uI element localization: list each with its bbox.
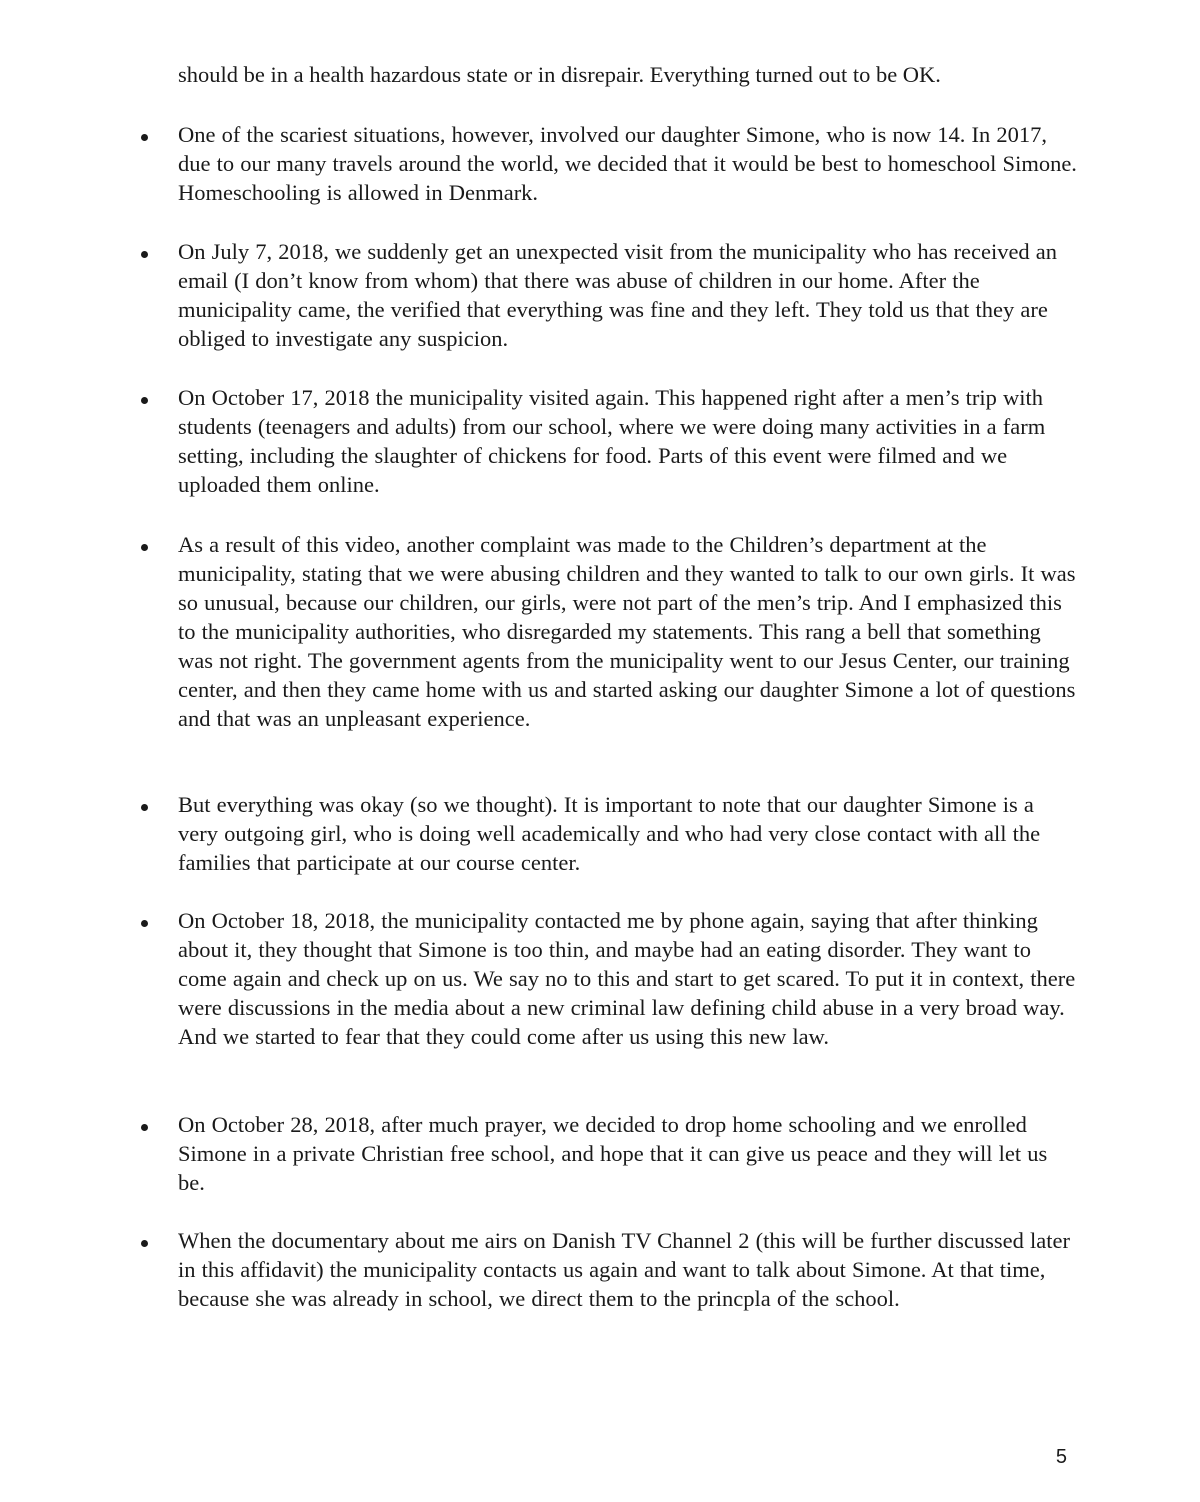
bullet-icon bbox=[141, 804, 148, 811]
bullet-text: On July 7, 2018, we suddenly get an unexpected visit from the municipality who has received an email (I don’t know from whom) that there was abuse of children in our home. After the municipality came, the verified that everything was fine and they left. They told us that they are obliged to investigate any suspicion. bbox=[178, 239, 1058, 351]
bullet-item-8 bbox=[178, 1226, 1078, 1313]
page-number: 5 bbox=[1055, 1446, 1067, 1468]
bullet-item-3 bbox=[178, 383, 1078, 499]
bullet-icon bbox=[141, 251, 148, 258]
bullet-icon bbox=[141, 397, 148, 404]
bullet-icon bbox=[141, 544, 148, 551]
bullet-item-1 bbox=[178, 120, 1078, 207]
bullet-item-5 bbox=[178, 790, 1078, 877]
bullet-icon bbox=[141, 134, 148, 141]
bullet-item-6 bbox=[178, 906, 1078, 1051]
bullet-text: On October 28, 2018, after much prayer, we decided to drop home schooling and we enrolled Simone in a private Christian free school, and hope that it can give us peace and they will let us be. bbox=[178, 1112, 1048, 1195]
bullet-icon bbox=[141, 1240, 148, 1247]
bullet-text: One of the scariest situations, however, involved our daughter Simone, who is now 14. In 2017, due to our many travels around the world, we decided that it would be best to homeschool Simone. Homeschooling is allowed in Denmark. bbox=[178, 122, 1077, 205]
continuation-paragraph: should be in a health hazardous state or in disrepair. Everything turned out to be OK. bbox=[178, 62, 941, 87]
bullet-text: As a result of this video, another complaint was made to the Children’s department at the municipality, stating that we were abusing children and they wanted to talk to our own girls. It was so unusual, because our children, our girls, were not part of the men’s trip. And I emphasized this to the municipality authorities, who disregarded my statements. This rang a bell that something was not right. The government agents from the municipality went to our Jesus Center, our training center, and then they came home with us and started asking our daughter Simone a lot of questions and that was an unpleasant experience. bbox=[178, 532, 1076, 731]
bullet-text: When the documentary about me airs on Danish TV Channel 2 (this will be further discussed later in this affidavit) the municipality contacts us again and want to talk about Simone. At that time, because she was already in school, we direct them to the princpla of the school. bbox=[178, 1228, 1070, 1311]
bullet-item-2 bbox=[178, 237, 1078, 353]
bullet-item-4 bbox=[178, 530, 1078, 733]
bullet-text: On October 18, 2018, the municipality contacted me by phone again, saying that after thinking about it, they thought that Simone is too thin, and maybe had an eating disorder. They want to come again and check up on us. We say no to this and start to get scared. To put it in context, there were discussions in the media about a new criminal law defining child abuse in a very broad way. And we started to fear that they could come after us using this new law. bbox=[178, 908, 1076, 1049]
bullet-icon bbox=[141, 1124, 148, 1131]
bullet-icon bbox=[141, 920, 148, 927]
bullet-text: On October 17, 2018 the municipality visited again. This happened right after a men’s trip with students (teenagers and adults) from our school, where we were doing many activities in a farm setting, including the slaughter of chickens for food. Parts of this event were filmed and we uploaded them online. bbox=[178, 385, 1046, 497]
bullet-item-7 bbox=[178, 1110, 1078, 1197]
bullet-text: But everything was okay (so we thought). It is important to note that our daughter Simone is a very outgoing girl, who is doing well academically and who had very close contact with all the families that participate at our course center. bbox=[178, 792, 1041, 875]
